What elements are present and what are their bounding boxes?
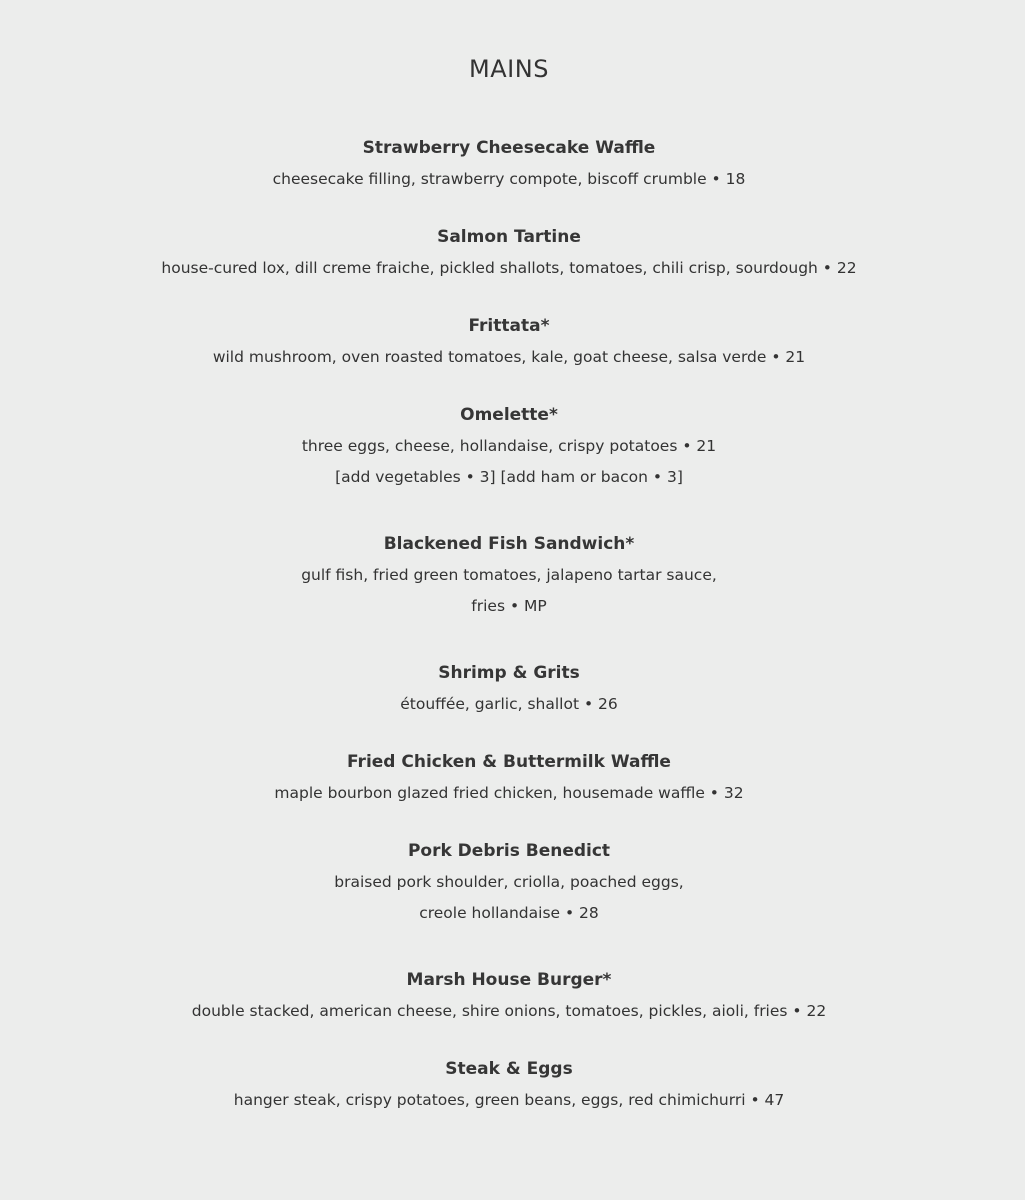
item-description-continued: creole hollandaise • 28 <box>419 904 599 922</box>
item-description: maple bourbon glazed fried chicken, housemade waffle • 32 <box>274 784 744 802</box>
menu-item-fried-chicken-buttermilk-waffle <box>0 750 1018 809</box>
menu-item-pork-debris-benedict <box>0 839 1018 929</box>
item-name: Pork Debris Benedict <box>407 841 611 861</box>
item-name: Shrimp & Grits <box>438 663 580 683</box>
item-addons: [add vegetables • 3] [add ham or bacon • 3] <box>335 468 683 486</box>
item-name: Omelette* <box>460 405 558 425</box>
menu-item-frittata <box>0 314 1018 373</box>
menu-item-steak-and-eggs <box>0 1057 1018 1116</box>
section-title: MAINS <box>469 55 549 83</box>
item-description: étouffée, garlic, shallot • 26 <box>400 695 618 713</box>
item-description: braised pork shoulder, criolla, poached eggs, <box>334 873 684 891</box>
item-description: hanger steak, crispy potatoes, green beans, eggs, red chimichurri • 47 <box>233 1091 785 1109</box>
item-name: Blackened Fish Sandwich* <box>383 534 635 554</box>
menu-item-salmon-tartine <box>0 225 1018 284</box>
item-description: wild mushroom, oven roasted tomatoes, kale, goat cheese, salsa verde • 21 <box>212 348 806 366</box>
menu-item-blackened-fish-sandwich <box>0 532 1018 622</box>
menu-item-omelette <box>0 403 1018 493</box>
menu-item-marsh-house-burger <box>0 968 1018 1027</box>
item-name: Marsh House Burger* <box>406 970 612 990</box>
item-description: house-cured lox, dill creme fraiche, pickled shallots, tomatoes, chili crisp, sourdough • 22 <box>161 259 857 277</box>
item-description: cheesecake filling, strawberry compote, biscoff crumble • 18 <box>272 170 746 188</box>
item-description-continued: fries • MP <box>471 597 547 615</box>
item-description: three eggs, cheese, hollandaise, crispy potatoes • 21 <box>301 437 717 455</box>
menu-item-strawberry-cheesecake-waffle <box>0 136 1018 195</box>
item-name: Strawberry Cheesecake Waffle <box>362 138 656 158</box>
item-description: double stacked, american cheese, shire onions, tomatoes, pickles, aioli, fries • 22 <box>191 1002 827 1020</box>
item-name: Salmon Tartine <box>437 227 581 247</box>
menu-item-shrimp-and-grits <box>0 661 1018 720</box>
item-name: Steak & Eggs <box>445 1059 573 1079</box>
item-name: Fried Chicken & Buttermilk Waffle <box>347 752 671 772</box>
item-description: gulf fish, fried green tomatoes, jalapeno tartar sauce, <box>301 566 717 584</box>
item-name: Frittata* <box>468 316 550 336</box>
